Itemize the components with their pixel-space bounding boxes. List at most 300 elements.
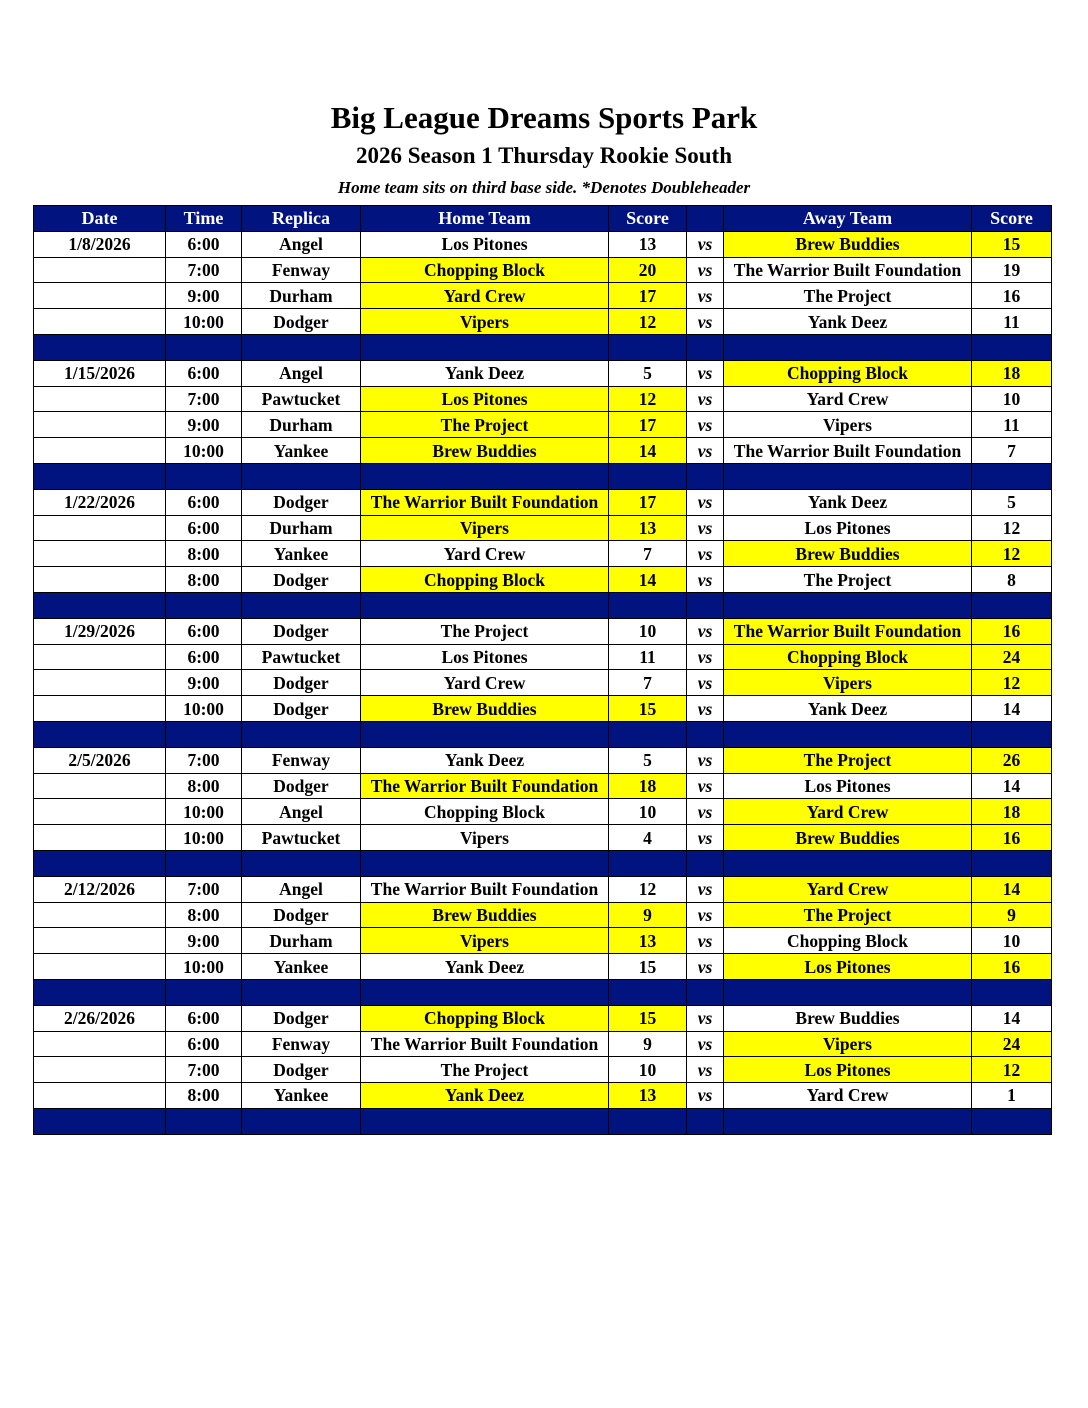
away-score-cell: 18 [972, 799, 1052, 825]
away-score-cell: 8 [972, 567, 1052, 593]
separator-cell [166, 850, 242, 876]
field-cell: Pawtucket [242, 644, 361, 670]
time-cell: 9:00 [166, 670, 242, 696]
table-row [34, 747, 1052, 773]
field-cell: Durham [242, 515, 361, 541]
separator-cell [687, 979, 724, 1005]
away-score-cell: 16 [972, 618, 1052, 644]
time-cell: 7:00 [166, 747, 242, 773]
time-cell: 6:00 [166, 360, 242, 386]
table-row [34, 876, 1052, 902]
table-row [34, 1057, 1052, 1083]
away-team-cell: The Warrior Built Foundation [724, 618, 972, 644]
time-cell: 8:00 [166, 902, 242, 928]
vs-cell: vs [687, 876, 724, 902]
home-score-cell: 14 [609, 438, 687, 464]
date-cell [34, 773, 166, 799]
home-score-cell: 14 [609, 567, 687, 593]
home-score-cell: 15 [609, 1005, 687, 1031]
away-team-cell: Yank Deez [724, 696, 972, 722]
away-team-cell: Los Pitones [724, 1057, 972, 1083]
away-team-cell: Brew Buddies [724, 825, 972, 851]
home-score-cell: 9 [609, 902, 687, 928]
table-row [34, 386, 1052, 412]
separator-cell [34, 463, 166, 489]
table-row [34, 644, 1052, 670]
vs-cell: vs [687, 515, 724, 541]
vs-cell: vs [687, 231, 724, 257]
table-row [34, 515, 1052, 541]
separator-cell [972, 979, 1052, 1005]
home-team-cell: The Warrior Built Foundation [361, 1031, 609, 1057]
date-cell [34, 515, 166, 541]
away-score-cell: 14 [972, 876, 1052, 902]
separator-cell [361, 463, 609, 489]
col-header-replica: Replica [242, 206, 361, 232]
col-header-vs [687, 206, 724, 232]
separator-cell [609, 463, 687, 489]
home-score-cell: 12 [609, 876, 687, 902]
separator-cell [724, 721, 972, 747]
away-score-cell: 15 [972, 231, 1052, 257]
separator-cell [972, 1108, 1052, 1134]
separator-cell [687, 1108, 724, 1134]
time-cell: 6:00 [166, 489, 242, 515]
away-score-cell: 16 [972, 283, 1052, 309]
away-score-cell: 14 [972, 696, 1052, 722]
field-cell: Angel [242, 360, 361, 386]
home-score-cell: 20 [609, 257, 687, 283]
date-cell [34, 541, 166, 567]
away-score-cell: 12 [972, 515, 1052, 541]
home-team-cell: Brew Buddies [361, 438, 609, 464]
table-row [34, 825, 1052, 851]
separator-cell [34, 592, 166, 618]
vs-cell: vs [687, 954, 724, 980]
vs-cell: vs [687, 489, 724, 515]
time-cell: 10:00 [166, 825, 242, 851]
separator-cell [242, 1108, 361, 1134]
separator-cell [242, 463, 361, 489]
table-row [34, 773, 1052, 799]
week-separator-row [34, 1108, 1052, 1134]
separator-cell [166, 463, 242, 489]
separator-cell [724, 850, 972, 876]
home-team-cell: The Warrior Built Foundation [361, 773, 609, 799]
schedule-body [34, 231, 1052, 1134]
col-header-home-team: Home Team [361, 206, 609, 232]
vs-cell: vs [687, 773, 724, 799]
home-score-cell: 13 [609, 515, 687, 541]
away-team-cell: Brew Buddies [724, 541, 972, 567]
away-team-cell: The Project [724, 747, 972, 773]
away-team-cell: Brew Buddies [724, 1005, 972, 1031]
away-team-cell: Chopping Block [724, 360, 972, 386]
vs-cell: vs [687, 1057, 724, 1083]
away-team-cell: The Warrior Built Foundation [724, 257, 972, 283]
away-team-cell: The Warrior Built Foundation [724, 438, 972, 464]
away-team-cell: Vipers [724, 1031, 972, 1057]
vs-cell: vs [687, 438, 724, 464]
field-cell: Dodger [242, 670, 361, 696]
time-cell: 10:00 [166, 438, 242, 464]
separator-cell [34, 1108, 166, 1134]
separator-cell [361, 850, 609, 876]
vs-cell: vs [687, 1031, 724, 1057]
date-cell [34, 438, 166, 464]
date-cell [34, 257, 166, 283]
schedule-note: Home team sits on third base side. *Denotes Doubleheader [337, 178, 751, 197]
separator-cell [166, 979, 242, 1005]
header-row [34, 206, 1052, 232]
home-score-cell: 12 [609, 309, 687, 335]
table-row [34, 799, 1052, 825]
field-cell: Dodger [242, 567, 361, 593]
away-score-cell: 26 [972, 747, 1052, 773]
table-row [34, 438, 1052, 464]
vs-cell: vs [687, 309, 724, 335]
away-team-cell: Los Pitones [724, 773, 972, 799]
page-subtitle: 2026 Season 1 Thursday Rookie South [356, 143, 732, 168]
table-row [34, 489, 1052, 515]
time-cell: 8:00 [166, 541, 242, 567]
separator-cell [242, 592, 361, 618]
separator-cell [687, 463, 724, 489]
away-score-cell: 24 [972, 1031, 1052, 1057]
date-cell [34, 309, 166, 335]
away-team-cell: Yank Deez [724, 309, 972, 335]
separator-cell [361, 592, 609, 618]
separator-cell [972, 850, 1052, 876]
home-team-cell: Yank Deez [361, 747, 609, 773]
home-score-cell: 5 [609, 360, 687, 386]
home-team-cell: Chopping Block [361, 799, 609, 825]
away-score-cell: 14 [972, 773, 1052, 799]
time-cell: 6:00 [166, 231, 242, 257]
home-team-cell: Yank Deez [361, 1083, 609, 1109]
field-cell: Angel [242, 876, 361, 902]
away-score-cell: 16 [972, 954, 1052, 980]
separator-cell [361, 979, 609, 1005]
vs-cell: vs [687, 386, 724, 412]
field-cell: Dodger [242, 1057, 361, 1083]
separator-cell [34, 979, 166, 1005]
away-team-cell: The Project [724, 902, 972, 928]
separator-cell [724, 1108, 972, 1134]
separator-cell [361, 334, 609, 360]
table-row [34, 1031, 1052, 1057]
separator-cell [687, 721, 724, 747]
home-team-cell: Vipers [361, 309, 609, 335]
home-score-cell: 18 [609, 773, 687, 799]
table-row [34, 257, 1052, 283]
vs-cell: vs [687, 644, 724, 670]
home-team-cell: The Project [361, 412, 609, 438]
home-score-cell: 17 [609, 412, 687, 438]
home-team-cell: Yard Crew [361, 283, 609, 309]
vs-cell: vs [687, 747, 724, 773]
date-cell [34, 902, 166, 928]
table-row [34, 954, 1052, 980]
home-team-cell: Brew Buddies [361, 696, 609, 722]
home-team-cell: The Warrior Built Foundation [361, 489, 609, 515]
separator-cell [609, 850, 687, 876]
home-score-cell: 5 [609, 747, 687, 773]
date-cell [34, 670, 166, 696]
table-row [34, 541, 1052, 567]
week-separator-row [34, 979, 1052, 1005]
away-score-cell: 7 [972, 438, 1052, 464]
away-team-cell: The Project [724, 567, 972, 593]
away-score-cell: 5 [972, 489, 1052, 515]
separator-cell [242, 979, 361, 1005]
away-team-cell: Vipers [724, 412, 972, 438]
date-cell [34, 386, 166, 412]
away-score-cell: 24 [972, 644, 1052, 670]
date-cell [34, 954, 166, 980]
time-cell: 7:00 [166, 386, 242, 412]
vs-cell: vs [687, 360, 724, 386]
away-score-cell: 19 [972, 257, 1052, 283]
vs-cell: vs [687, 902, 724, 928]
date-cell: 1/15/2026 [34, 360, 166, 386]
separator-cell [609, 721, 687, 747]
week-separator-row [34, 463, 1052, 489]
time-cell: 7:00 [166, 257, 242, 283]
vs-cell: vs [687, 696, 724, 722]
away-team-cell: Chopping Block [724, 644, 972, 670]
home-score-cell: 9 [609, 1031, 687, 1057]
date-cell: 1/22/2026 [34, 489, 166, 515]
separator-cell [34, 334, 166, 360]
col-header-home-score: Score [609, 206, 687, 232]
separator-cell [166, 592, 242, 618]
table-row [34, 618, 1052, 644]
away-score-cell: 16 [972, 825, 1052, 851]
separator-cell [34, 721, 166, 747]
away-team-cell: Los Pitones [724, 954, 972, 980]
field-cell: Angel [242, 231, 361, 257]
home-team-cell: Los Pitones [361, 644, 609, 670]
home-score-cell: 13 [609, 1083, 687, 1109]
date-cell: 2/5/2026 [34, 747, 166, 773]
home-score-cell: 12 [609, 386, 687, 412]
away-score-cell: 12 [972, 670, 1052, 696]
away-team-cell: Vipers [724, 670, 972, 696]
vs-cell: vs [687, 1005, 724, 1031]
home-team-cell: Yank Deez [361, 360, 609, 386]
home-team-cell: Los Pitones [361, 386, 609, 412]
away-score-cell: 18 [972, 360, 1052, 386]
field-cell: Yankee [242, 438, 361, 464]
date-cell [34, 567, 166, 593]
vs-cell: vs [687, 567, 724, 593]
time-cell: 9:00 [166, 283, 242, 309]
vs-cell: vs [687, 257, 724, 283]
home-score-cell: 13 [609, 928, 687, 954]
separator-cell [687, 334, 724, 360]
vs-cell: vs [687, 283, 724, 309]
field-cell: Dodger [242, 489, 361, 515]
home-team-cell: Brew Buddies [361, 902, 609, 928]
away-score-cell: 1 [972, 1083, 1052, 1109]
table-row [34, 231, 1052, 257]
home-team-cell: Vipers [361, 515, 609, 541]
away-team-cell: Chopping Block [724, 928, 972, 954]
vs-cell: vs [687, 928, 724, 954]
time-cell: 10:00 [166, 799, 242, 825]
time-cell: 6:00 [166, 618, 242, 644]
separator-cell [609, 592, 687, 618]
home-score-cell: 7 [609, 541, 687, 567]
date-cell: 1/8/2026 [34, 231, 166, 257]
away-team-cell: Yank Deez [724, 489, 972, 515]
home-score-cell: 15 [609, 954, 687, 980]
vs-cell: vs [687, 541, 724, 567]
home-team-cell: Los Pitones [361, 231, 609, 257]
away-score-cell: 10 [972, 386, 1052, 412]
time-cell: 10:00 [166, 696, 242, 722]
table-row [34, 567, 1052, 593]
home-team-cell: Chopping Block [361, 1005, 609, 1031]
table-row [34, 670, 1052, 696]
date-cell [34, 1031, 166, 1057]
field-cell: Pawtucket [242, 825, 361, 851]
field-cell: Durham [242, 928, 361, 954]
col-header-time: Time [166, 206, 242, 232]
home-score-cell: 15 [609, 696, 687, 722]
col-header-away-score: Score [972, 206, 1052, 232]
week-separator-row [34, 334, 1052, 360]
away-team-cell: Yard Crew [724, 1083, 972, 1109]
time-cell: 10:00 [166, 309, 242, 335]
separator-cell [242, 334, 361, 360]
separator-cell [242, 850, 361, 876]
time-cell: 9:00 [166, 412, 242, 438]
week-separator-row [34, 592, 1052, 618]
date-cell [34, 412, 166, 438]
time-cell: 9:00 [166, 928, 242, 954]
away-score-cell: 11 [972, 309, 1052, 335]
separator-cell [609, 1108, 687, 1134]
time-cell: 10:00 [166, 954, 242, 980]
vs-cell: vs [687, 412, 724, 438]
field-cell: Yankee [242, 1083, 361, 1109]
separator-cell [361, 1108, 609, 1134]
field-cell: Pawtucket [242, 386, 361, 412]
table-row [34, 412, 1052, 438]
home-score-cell: 10 [609, 618, 687, 644]
field-cell: Angel [242, 799, 361, 825]
separator-cell [972, 463, 1052, 489]
separator-cell [166, 1108, 242, 1134]
away-team-cell: Yard Crew [724, 386, 972, 412]
separator-cell [242, 721, 361, 747]
field-cell: Durham [242, 283, 361, 309]
time-cell: 6:00 [166, 644, 242, 670]
home-team-cell: Chopping Block [361, 257, 609, 283]
date-cell [34, 696, 166, 722]
home-score-cell: 10 [609, 1057, 687, 1083]
field-cell: Dodger [242, 1005, 361, 1031]
separator-cell [687, 850, 724, 876]
away-score-cell: 12 [972, 541, 1052, 567]
col-header-away-team: Away Team [724, 206, 972, 232]
table-row [34, 360, 1052, 386]
date-cell [34, 799, 166, 825]
home-score-cell: 7 [609, 670, 687, 696]
field-cell: Dodger [242, 902, 361, 928]
separator-cell [166, 721, 242, 747]
home-score-cell: 11 [609, 644, 687, 670]
time-cell: 8:00 [166, 567, 242, 593]
field-cell: Dodger [242, 773, 361, 799]
field-cell: Dodger [242, 696, 361, 722]
table-row [34, 696, 1052, 722]
separator-cell [972, 334, 1052, 360]
field-cell: Fenway [242, 1031, 361, 1057]
date-cell: 2/26/2026 [34, 1005, 166, 1031]
time-cell: 6:00 [166, 1005, 242, 1031]
separator-cell [972, 721, 1052, 747]
date-cell [34, 825, 166, 851]
separator-cell [687, 592, 724, 618]
home-score-cell: 4 [609, 825, 687, 851]
away-team-cell: Yard Crew [724, 799, 972, 825]
away-score-cell: 11 [972, 412, 1052, 438]
home-team-cell: Vipers [361, 825, 609, 851]
separator-cell [609, 334, 687, 360]
home-team-cell: Yank Deez [361, 954, 609, 980]
separator-cell [724, 334, 972, 360]
home-team-cell: Yard Crew [361, 670, 609, 696]
home-team-cell: Yard Crew [361, 541, 609, 567]
field-cell: Yankee [242, 541, 361, 567]
away-score-cell: 12 [972, 1057, 1052, 1083]
away-score-cell: 10 [972, 928, 1052, 954]
date-cell [34, 283, 166, 309]
table-row [34, 283, 1052, 309]
table-row [34, 1005, 1052, 1031]
time-cell: 7:00 [166, 876, 242, 902]
date-cell [34, 1057, 166, 1083]
date-cell [34, 928, 166, 954]
away-team-cell: Yard Crew [724, 876, 972, 902]
separator-cell [724, 979, 972, 1005]
vs-cell: vs [687, 799, 724, 825]
away-team-cell: The Project [724, 283, 972, 309]
time-cell: 8:00 [166, 1083, 242, 1109]
table-row [34, 1083, 1052, 1109]
date-cell: 1/29/2026 [34, 618, 166, 644]
date-cell: 2/12/2026 [34, 876, 166, 902]
vs-cell: vs [687, 825, 724, 851]
separator-cell [34, 850, 166, 876]
time-cell: 6:00 [166, 1031, 242, 1057]
table-row [34, 928, 1052, 954]
separator-cell [972, 592, 1052, 618]
home-team-cell: The Project [361, 618, 609, 644]
week-separator-row [34, 721, 1052, 747]
col-header-date: Date [34, 206, 166, 232]
table-row [34, 309, 1052, 335]
home-team-cell: Chopping Block [361, 567, 609, 593]
separator-cell [361, 721, 609, 747]
table-row [34, 902, 1052, 928]
field-cell: Yankee [242, 954, 361, 980]
field-cell: Fenway [242, 257, 361, 283]
time-cell: 7:00 [166, 1057, 242, 1083]
